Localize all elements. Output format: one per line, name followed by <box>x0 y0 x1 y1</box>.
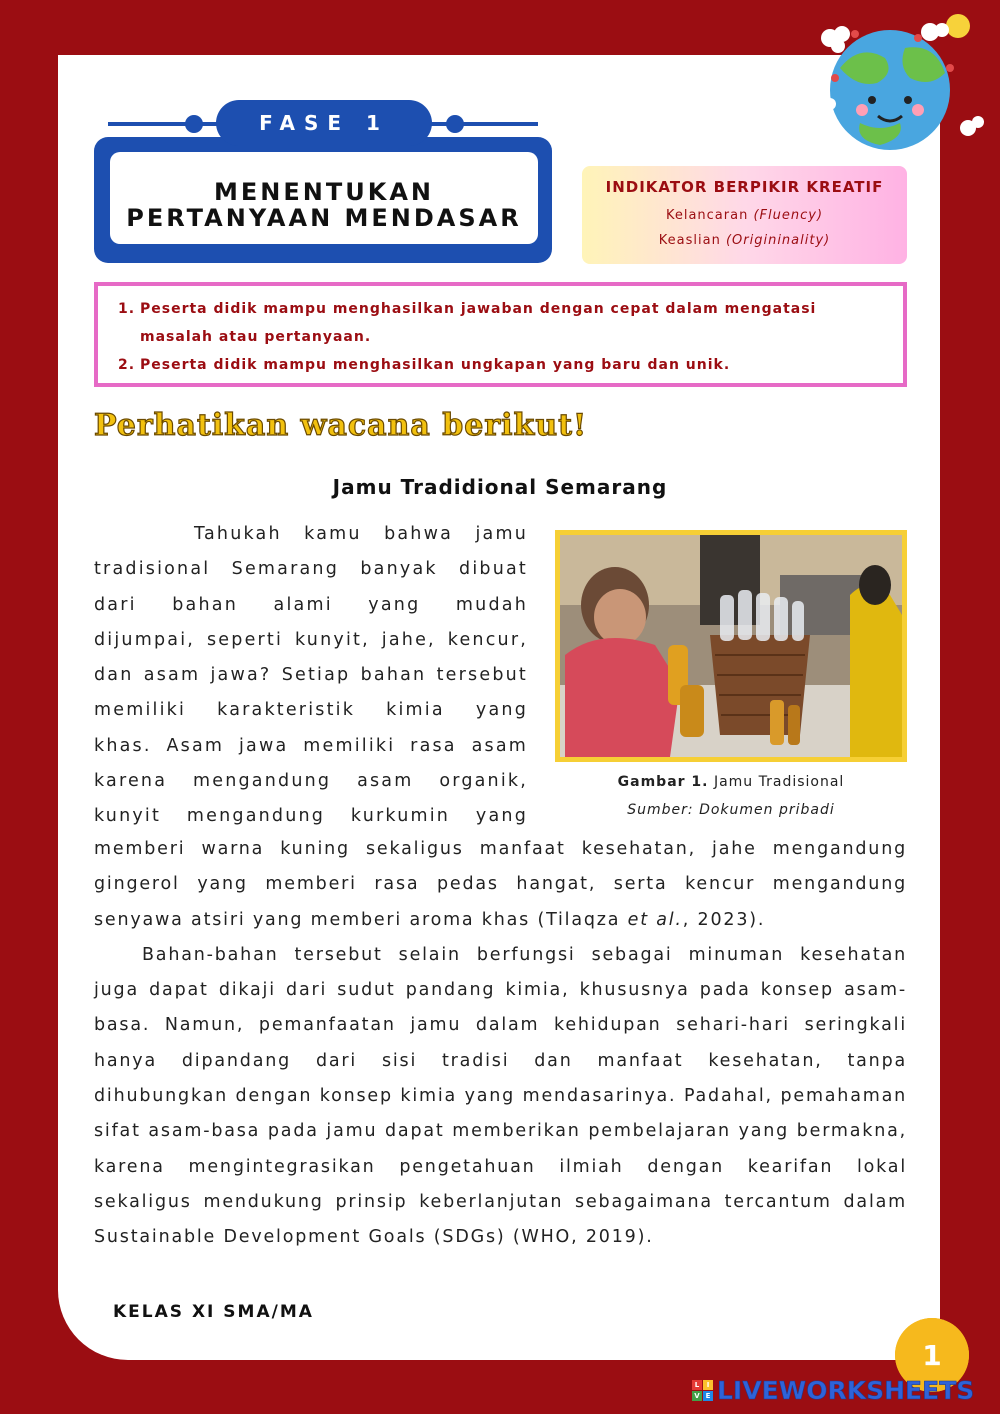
earth-mascot-icon <box>800 8 992 156</box>
fase-title-inner <box>110 152 538 244</box>
instruction-heading: Perhatikan wacana berikut! <box>94 408 588 443</box>
frame-top-right <box>454 122 538 126</box>
fase-pill <box>216 100 432 146</box>
objective-item: 1. Peserta didik mampu menghasilkan jawaban dengan cepat dalam mengatasi masalah atau pertanyaan. <box>118 301 817 345</box>
title-line-1: MENENTUKAN <box>214 178 434 206</box>
col-line: karena mengandung asam organik, <box>94 771 528 792</box>
article-body <box>94 832 907 1256</box>
paragraph-2: Bahan-bahan tersebut selain berfungsi sebagai minuman kesehatan juga dapat dikaji dari sudut pandang kimia, khususnya pada konsep asam-basa. Namun, pemanfaatan jamu dalam kehidupan sehari-hari seringkali hanya dipandang dari sisi tradisi dan manfaat kesehatan, tanpa dihubungkan dengan konsep kimia yang mendasarinya. Padahal, pemahaman sifat asam-basa pada jamu dapat memberikan pembelajaran yang bermakna, karena mengintegrasikan pengetahuan ilmiah dengan kearifan lokal sekaligus mendukung prinsip keberlanjutan sebagaimana tercantum dalam Sustainable Development Goals (SDGs) (WHO, 2019). <box>94 944 907 1248</box>
liveworksheets-logo-icon: L I V E <box>692 1380 713 1401</box>
objectives-box <box>94 282 907 387</box>
col-line: Tahukah kamu bahwa jamu <box>194 524 528 544</box>
col-line: khas. Asam jawa memiliki rasa asam <box>94 735 528 756</box>
col-line: tradisional Semarang banyak dibuat <box>94 559 528 580</box>
col-line: dari bahan alami yang mudah <box>94 594 528 615</box>
indikator-line-1: Kelancaran (Fluency) <box>665 208 824 223</box>
frame-top-left <box>108 122 194 126</box>
caption-title: Gambar 1. Jamu Tradisional <box>617 774 845 790</box>
liveworksheets-watermark[interactable] <box>692 1376 974 1404</box>
phase-title <box>126 179 521 231</box>
article-title: Jamu Tradidional Semarang <box>332 475 668 499</box>
paragraph-1-rest: memberi warna kuning sekaligus manfaat kesehatan, jahe mengandung gingerol yang memberi rasa pedas hangat, serta kencur mengandung senyawa atsiri yang memberi aroma khas (Tilaqza et al., 2023). <box>94 839 907 930</box>
indikator-line-2: Keaslian (Origininality) <box>658 233 831 248</box>
caption-source: Sumber: Dokumen pribadi <box>627 802 835 818</box>
objective-item: 2. Peserta didik mampu menghasilkan ungkapan yang baru dan unik. <box>118 357 731 373</box>
col-line: dijumpai, seperti kunyit, jahe, kencur, <box>94 629 528 650</box>
indikator-title: INDIKATOR BERPIKIR KREATIF <box>605 178 884 196</box>
article-column-text <box>94 517 528 835</box>
connector-dot-right <box>446 115 464 133</box>
fase-label: FASE 1 <box>259 111 389 135</box>
jamu-photo <box>560 535 902 757</box>
col-line: kunyit mengandung kurkumin yang <box>94 806 528 827</box>
class-label: KELAS XI SMA/MA <box>113 1302 314 1322</box>
jamu-photo-frame <box>555 530 907 762</box>
title-line-2: PERTANYAAN MENDASAR <box>126 204 522 232</box>
connector-dot-left <box>185 115 203 133</box>
jamu-photo-illustration <box>560 535 902 757</box>
page-number: 1 <box>922 1338 942 1372</box>
liveworksheets-text: LIVEWORKSHEETS <box>717 1375 975 1405</box>
figure-caption <box>555 768 907 824</box>
col-line: memiliki karakteristik kimia yang <box>94 700 528 721</box>
col-line: dan asam jawa? Setiap bahan tersebut <box>94 665 528 686</box>
indikator-box <box>582 166 907 264</box>
